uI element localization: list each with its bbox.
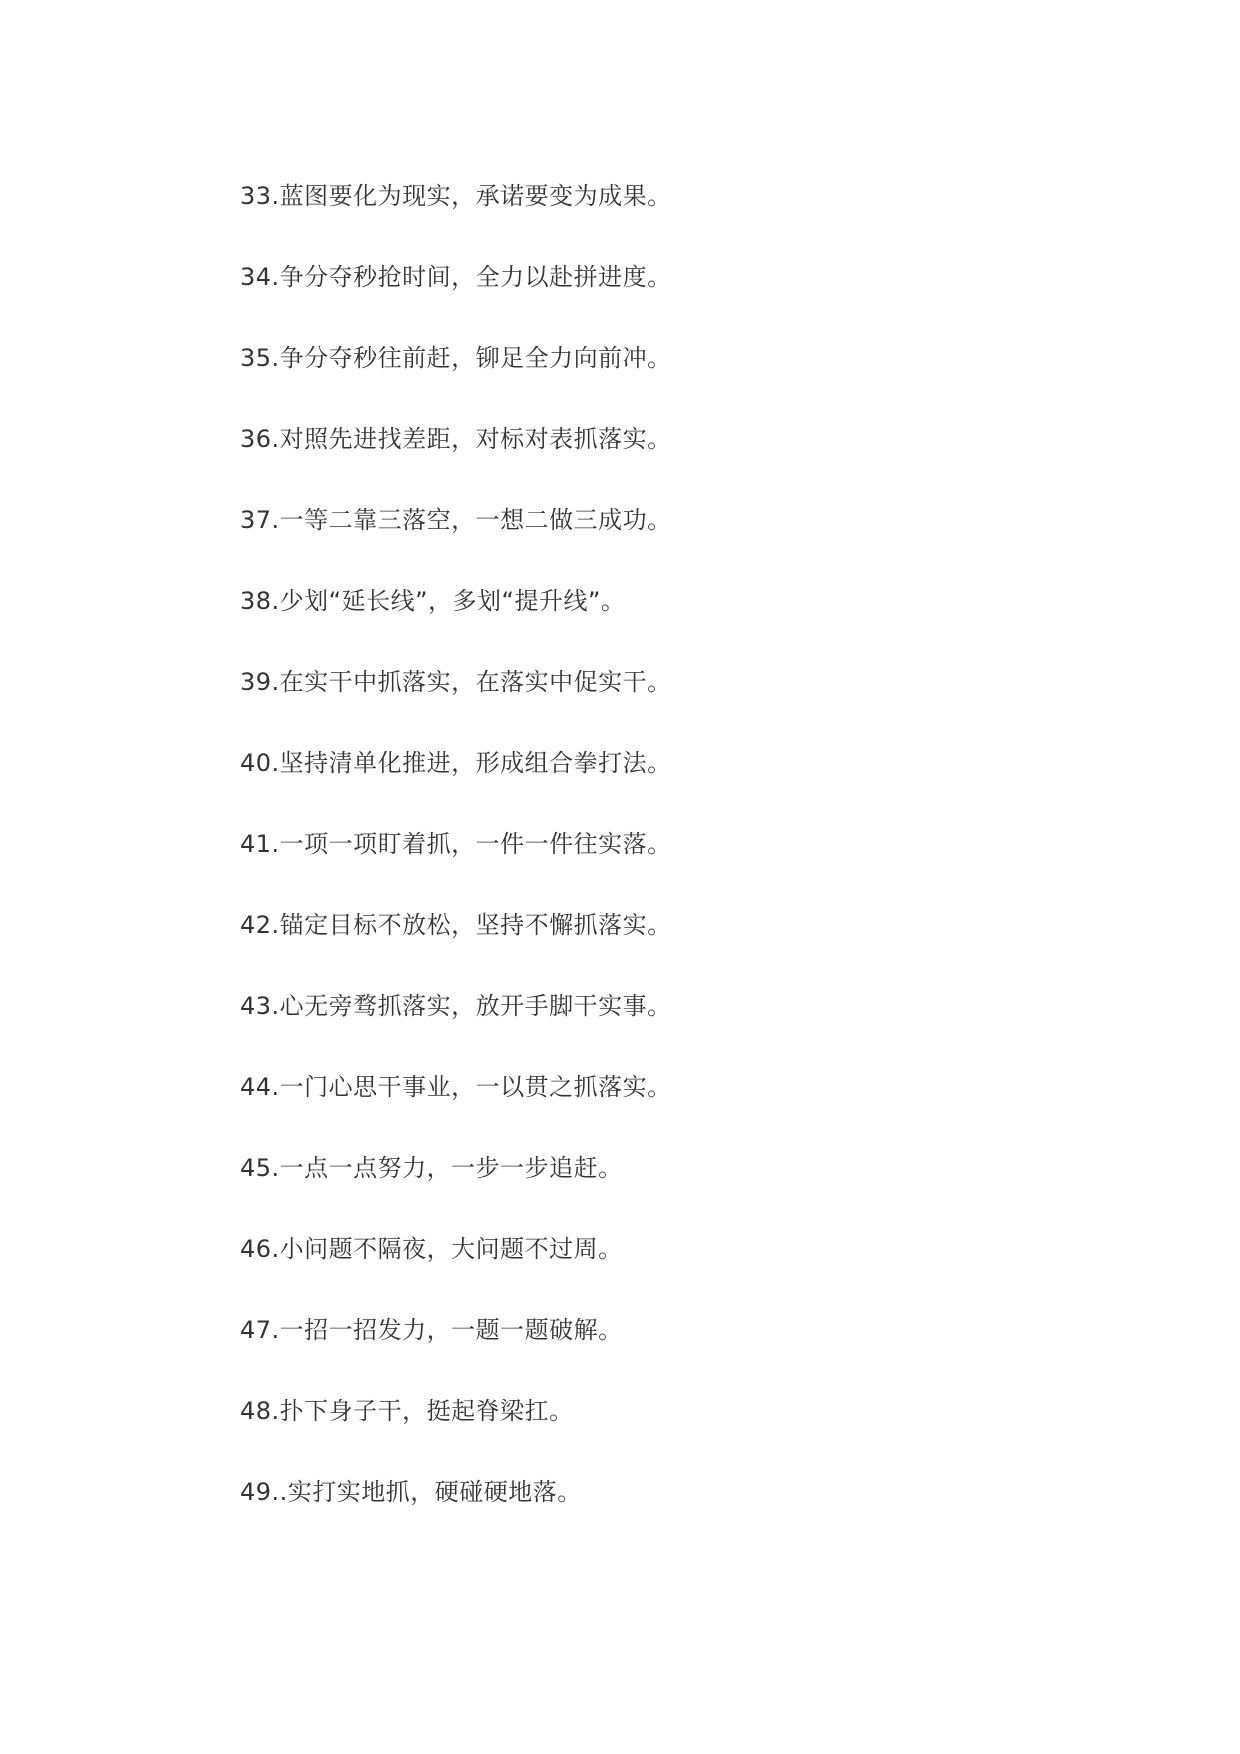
slogan-line: 38.少划“延长线”，多划“提升线”。 [240, 587, 626, 615]
slogan-line: 42.锚定目标不放松，坚持不懈抓落实。 [240, 911, 672, 939]
slogan-line: 46.小问题不隔夜，大问题不过周。 [240, 1235, 623, 1263]
slogan-line: 41.一项一项盯着抓，一件一件往实落。 [240, 830, 672, 858]
slogan-line: 40.坚持清单化推进，形成组合拳打法。 [240, 749, 672, 777]
slogan-line: 37.一等二靠三落空，一想二做三成功。 [240, 506, 672, 534]
slogan-list [240, 176, 672, 1553]
slogan-line: 36.对照先进找差距，对标对表抓落实。 [240, 425, 672, 453]
slogan-line: 48.扑下身子干，挺起脊梁扛。 [240, 1397, 574, 1425]
slogan-line: 44.一门心思干事业，一以贯之抓落实。 [240, 1073, 672, 1101]
slogan-line: 35.争分夺秒往前赶，铆足全力向前冲。 [240, 344, 672, 372]
slogan-line: 49..实打实地抓，硬碰硬地落。 [240, 1478, 582, 1506]
slogan-line: 45.一点一点努力，一步一步追赶。 [240, 1154, 623, 1182]
slogan-line: 34.争分夺秒抢时间，全力以赴拼进度。 [240, 263, 672, 291]
slogan-line: 47.一招一招发力，一题一题破解。 [240, 1316, 623, 1344]
slogan-line: 33.蓝图要化为现实，承诺要变为成果。 [240, 182, 672, 210]
slogan-line: 43.心无旁骛抓落实，放开手脚干实事。 [240, 992, 672, 1020]
slogan-line: 39.在实干中抓落实，在落实中促实干。 [240, 668, 672, 696]
